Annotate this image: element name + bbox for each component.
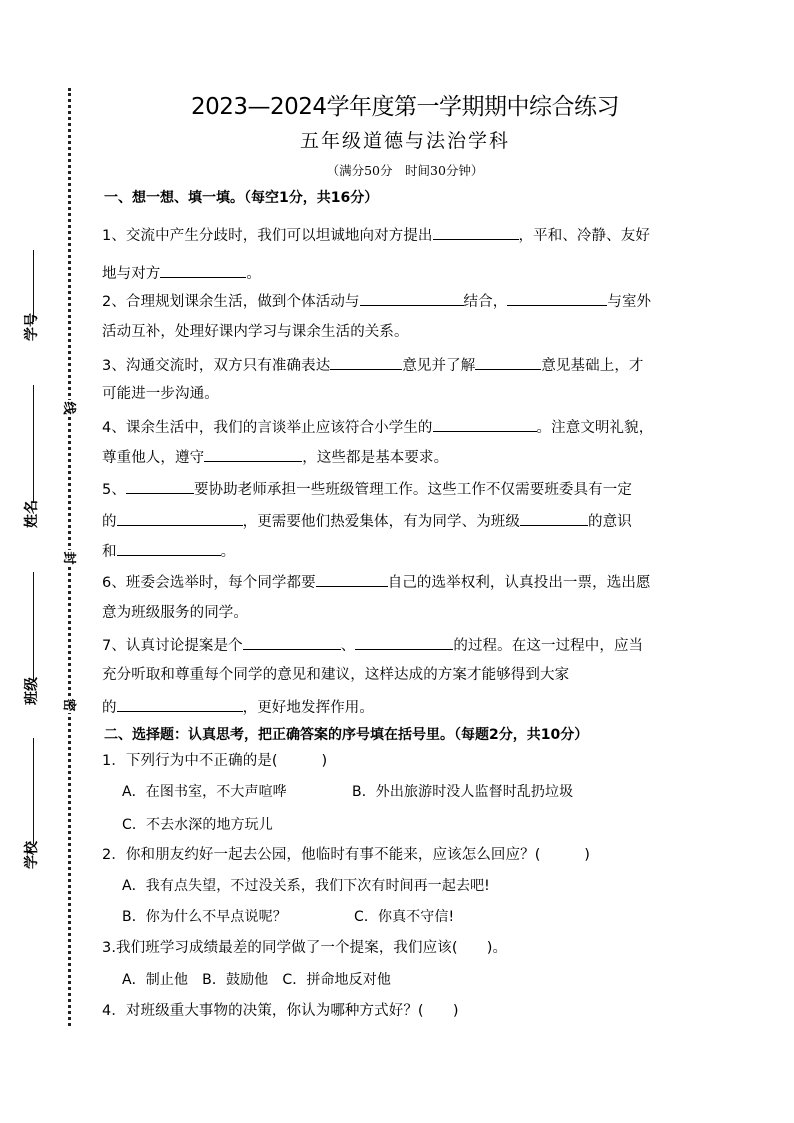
- exam-title: 2023—2024学年度第一学期期中综合练习: [190, 94, 620, 120]
- answer-blank[interactable]: [117, 696, 243, 712]
- name-blank[interactable]: [33, 385, 34, 503]
- answer-blank[interactable]: [520, 510, 588, 526]
- question-3-line-1: 3、沟通交流时，双方只有准确表达 意见并了解 意见基础上，才: [102, 354, 644, 376]
- answer-blank[interactable]: [433, 224, 519, 240]
- cut-word-feng: 封: [61, 551, 76, 565]
- section1-heading: 一、想一想、填一填。（每空1分，共16分）: [104, 190, 379, 206]
- name-label: 姓名: [24, 500, 40, 528]
- answer-blank[interactable]: [160, 262, 246, 278]
- choice-1-option-a[interactable]: A．在图书室，不大声喧哗: [122, 784, 287, 800]
- answer-blank[interactable]: [360, 290, 464, 306]
- question-4-line-1: 4、课余生活中，我们的言谈举止应该符合小学生的 。注意文明礼貌，: [102, 416, 653, 438]
- class-label: 班级: [24, 677, 40, 705]
- answer-blank[interactable]: [204, 446, 302, 462]
- cut-word-xian: 线: [61, 401, 76, 415]
- question-1-line-2: 地与对方 。: [102, 262, 261, 284]
- question-1-line-1: 1、交流中产生分歧时，我们可以坦诚地向对方提出 ，平和、冷静、友好: [102, 224, 650, 246]
- answer-blank[interactable]: [126, 478, 194, 494]
- answer-blank[interactable]: [355, 634, 453, 650]
- answer-blank[interactable]: [243, 634, 341, 650]
- question-2-line-2: 活动互补，处理好课内学习与课余生活的关系。: [102, 324, 409, 340]
- question-6-line-2: 意为班级服务的同学。: [102, 605, 248, 621]
- question-5-line-2: 的 ，更需要他们热爱集体，有为同学、为班级 的意识: [102, 510, 632, 532]
- choice-question-2: 2．你和朋友约好一起去公园，他临时有事不能来，应该怎么回应？( ): [102, 847, 591, 863]
- answer-blank[interactable]: [316, 571, 388, 587]
- choice-1-option-b[interactable]: B．外出旅游时没人监督时乱扔垃圾: [352, 784, 574, 800]
- choice-1-option-c[interactable]: C．不去水深的地方玩儿: [122, 817, 273, 833]
- question-5-line-1: 5、 要协助老师承担一些班级管理工作。这些工作不仅需要班委具有一定: [102, 478, 632, 500]
- question-3-line-2: 可能进一步沟通。: [102, 386, 219, 402]
- answer-blank[interactable]: [507, 290, 607, 306]
- question-6-line-1: 6、班委会选举时，每个同学都要 自己的选举权利，认真投出一票，选出愿: [102, 571, 651, 593]
- choice-2-option-b[interactable]: B．你为什么不早点说呢？: [122, 909, 287, 925]
- student-no-label: 学号: [24, 313, 40, 341]
- question-2-line-1: 2、合理规划课余生活，做到个体活动与 结合， 与室外: [102, 290, 651, 312]
- question-4-line-2: 尊重他人，遵守 ，这些都是基本要求。: [102, 446, 448, 468]
- section2-heading: 二、选择题：认真思考，把正确答案的序号填在括号里。（每题2分，共10分）: [104, 727, 589, 743]
- answer-blank[interactable]: [475, 354, 541, 370]
- choice-question-1: 1．下列行为中不正确的是( ): [102, 753, 328, 769]
- choice-3-options[interactable]: A．制止他 B．鼓励他 C．拼命地反对他: [122, 972, 391, 988]
- school-blank[interactable]: [33, 738, 34, 844]
- student-no-blank[interactable]: [33, 250, 34, 322]
- answer-blank[interactable]: [117, 510, 243, 526]
- question-7-line-2: 充分听取和尊重每个同学的意见和建议，这样达成的方案才能够得到大家: [102, 667, 570, 683]
- choice-question-4: 4．对班级重大事物的决策，你认为哪种方式好？( ): [102, 1003, 459, 1019]
- exam-subtitle: 五年级道德与法治学科: [299, 130, 510, 152]
- answer-blank[interactable]: [117, 540, 221, 556]
- school-label: 学校: [24, 841, 40, 869]
- question-5-line-3: 和 。: [102, 540, 235, 562]
- cut-word-mi: 密: [61, 698, 76, 712]
- answer-blank[interactable]: [330, 354, 402, 370]
- choice-2-option-a[interactable]: A．我有点失望，不过没关系，我们下次有时间再一起去吧!: [122, 878, 490, 894]
- class-blank[interactable]: [33, 572, 34, 680]
- exam-note: （满分50分 时间30分钟）: [326, 163, 484, 178]
- question-7-line-1: 7、认真讨论提案是个 、 的过程。在这一过程中，应当: [102, 634, 643, 656]
- choice-2-option-c[interactable]: C．你真不守信!: [354, 909, 455, 925]
- answer-blank[interactable]: [433, 416, 537, 432]
- choice-question-3: 3.我们班学习成绩最差的同学做了一个提案，我们应该( )。: [102, 940, 508, 956]
- question-7-line-3: 的 ，更好地发挥作用。: [102, 696, 374, 718]
